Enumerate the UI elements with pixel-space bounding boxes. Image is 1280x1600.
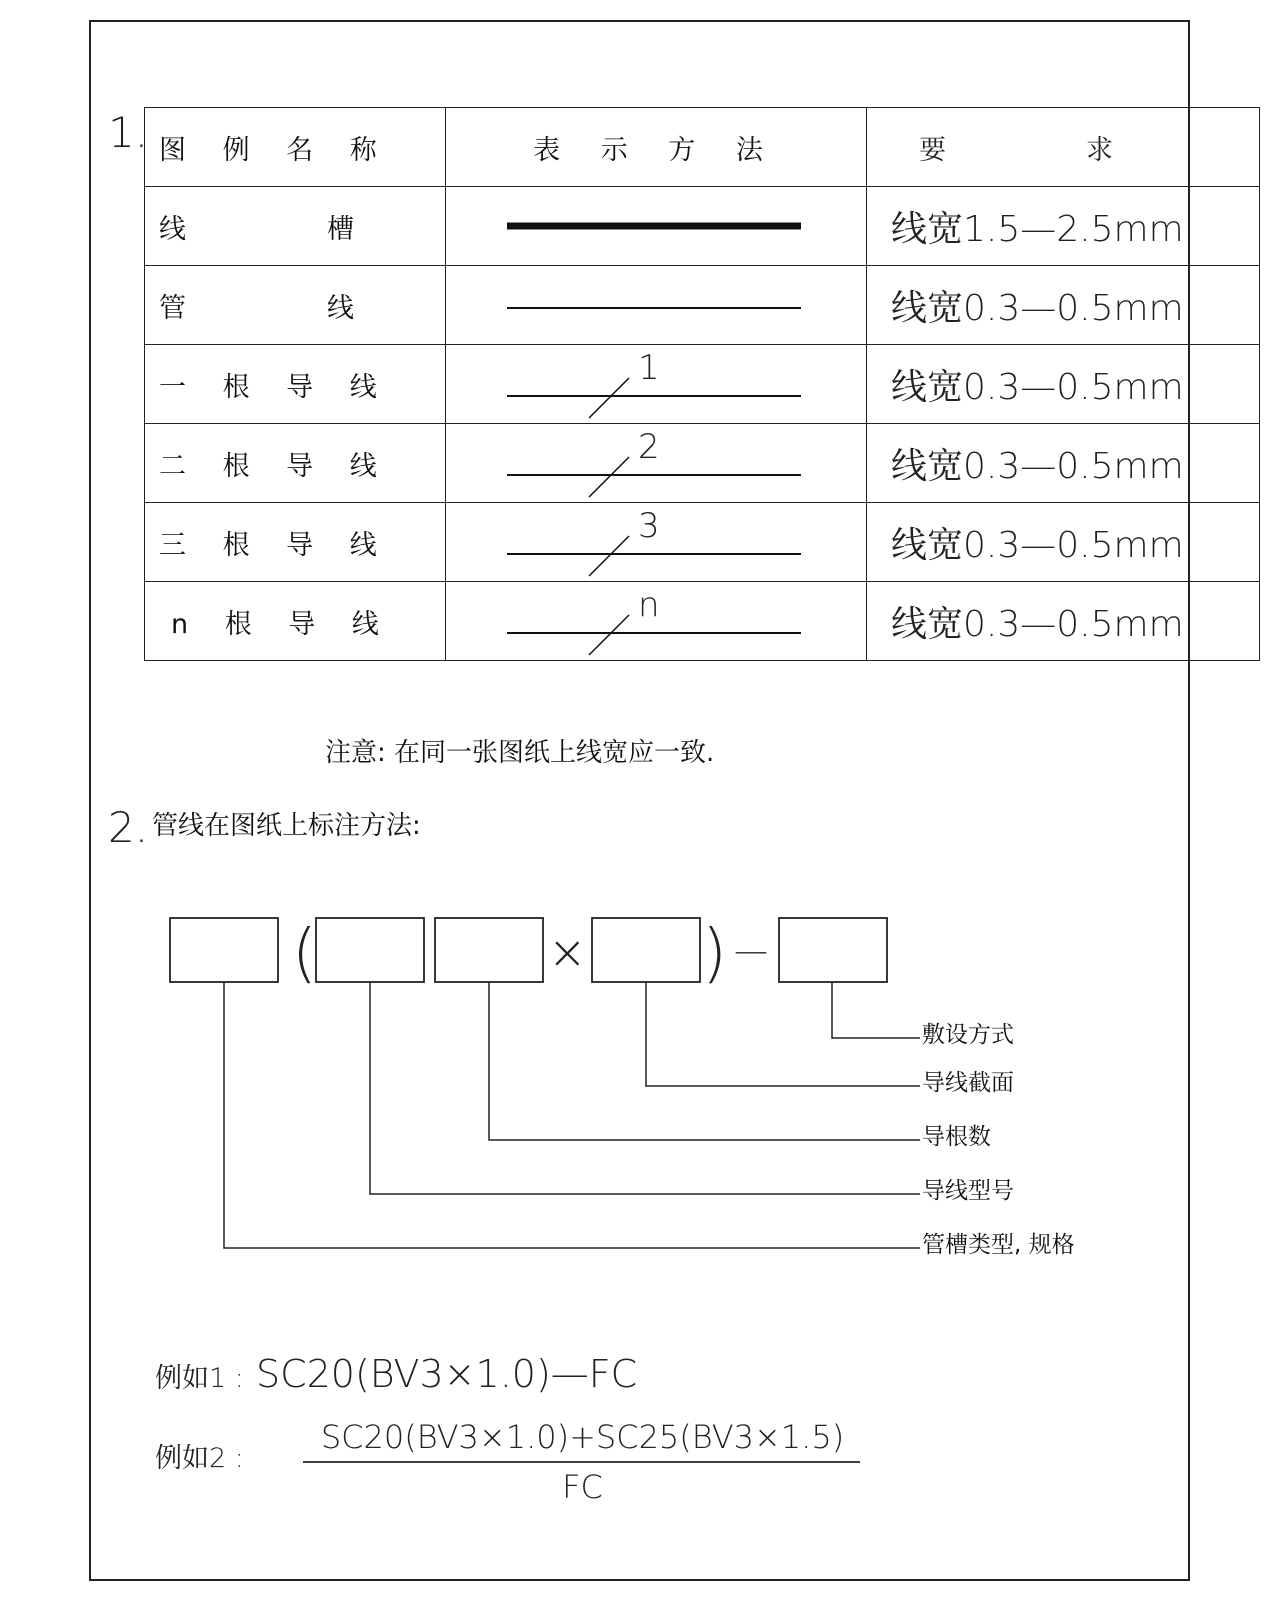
row-name-part: 线 [159,213,186,245]
label-wire-model: 导线型号 [922,1178,1014,1204]
wire-count-symbol [446,345,866,423]
row-requirement: 线宽0.3—0.5mm [867,345,1260,424]
label-laying-method: 敷设方式 [922,1022,1014,1048]
wire-count-label: 3 [638,506,660,546]
row-name: 三 根 导 线 [145,503,446,582]
section2-number: 2. [108,803,149,852]
header-requirement-b: 求 [1086,134,1113,166]
wire-count-symbol [446,424,866,502]
table-row [145,345,1260,424]
row-name [145,266,446,345]
header-requirement [867,108,1260,187]
row-name-part: 槽 [327,213,354,245]
table-header-row [145,108,1260,187]
label-wire-count: 导根数 [922,1124,991,1150]
linewidth-note: 注意: 在同一张图纸上线宽应一致. [325,738,715,768]
times-symbol: × [548,925,587,979]
thick-line-symbol [446,187,866,265]
close-paren-symbol: ) [702,917,727,991]
row-symbol [446,187,867,266]
section2-title: 管线在图纸上标注方法: [152,811,421,841]
example1-formula: SC20(BV3×1.0)—FC [255,1352,638,1396]
row-symbol [446,582,867,661]
row-requirement: 线宽0.3—0.5mm [867,424,1260,503]
label-wire-section: 导线截面 [922,1070,1014,1096]
section1-number: 1. [108,108,149,157]
dash-symbol: — [734,931,768,971]
wire-count-symbol [446,503,866,581]
table-row [145,503,1260,582]
table-row [145,582,1260,661]
row-requirement: 线宽0.3—0.5mm [867,582,1260,661]
example2-prefix: 例如2 : [155,1443,244,1474]
legend-table [144,107,1260,661]
table-row [145,424,1260,503]
example2-prefix-wrap [155,1432,244,1476]
row-name: 一 根 导 线 [145,345,446,424]
row-name: n 根 导 线 [145,582,446,661]
thin-line-symbol [446,266,866,344]
open-paren-symbol: ( [292,917,317,991]
table-row [145,266,1260,345]
row-requirement: 线宽0.3—0.5mm [867,503,1260,582]
row-name [145,187,446,266]
row-requirement: 线宽0.3—0.5mm [867,266,1260,345]
row-symbol [446,424,867,503]
wire-count-label: 1 [638,348,660,388]
wire-count-symbol [446,582,866,660]
row-symbol [446,503,867,582]
example1-prefix: 例如1 : [155,1363,244,1394]
example2-numerator: SC20(BV3×1.0)+SC25(BV3×1.5) [320,1418,845,1456]
wire-count-label: n [638,585,660,625]
row-symbol [446,345,867,424]
label-conduit-type: 管槽类型, 规格 [922,1232,1075,1258]
row-name-part: 管 [159,292,186,324]
row-name: 二 根 导 线 [145,424,446,503]
example2-denominator: FC [562,1468,603,1506]
row-symbol [446,266,867,345]
row-requirement: 线宽1.5—2.5mm [867,187,1260,266]
row-name-part: 线 [327,292,354,324]
header-method: 表 示 方 法 [446,108,867,187]
example1 [155,1352,637,1396]
header-requirement-a: 要 [919,134,946,166]
table-row [145,187,1260,266]
header-name: 图 例 名 称 [145,108,446,187]
wire-count-label: 2 [638,427,660,467]
